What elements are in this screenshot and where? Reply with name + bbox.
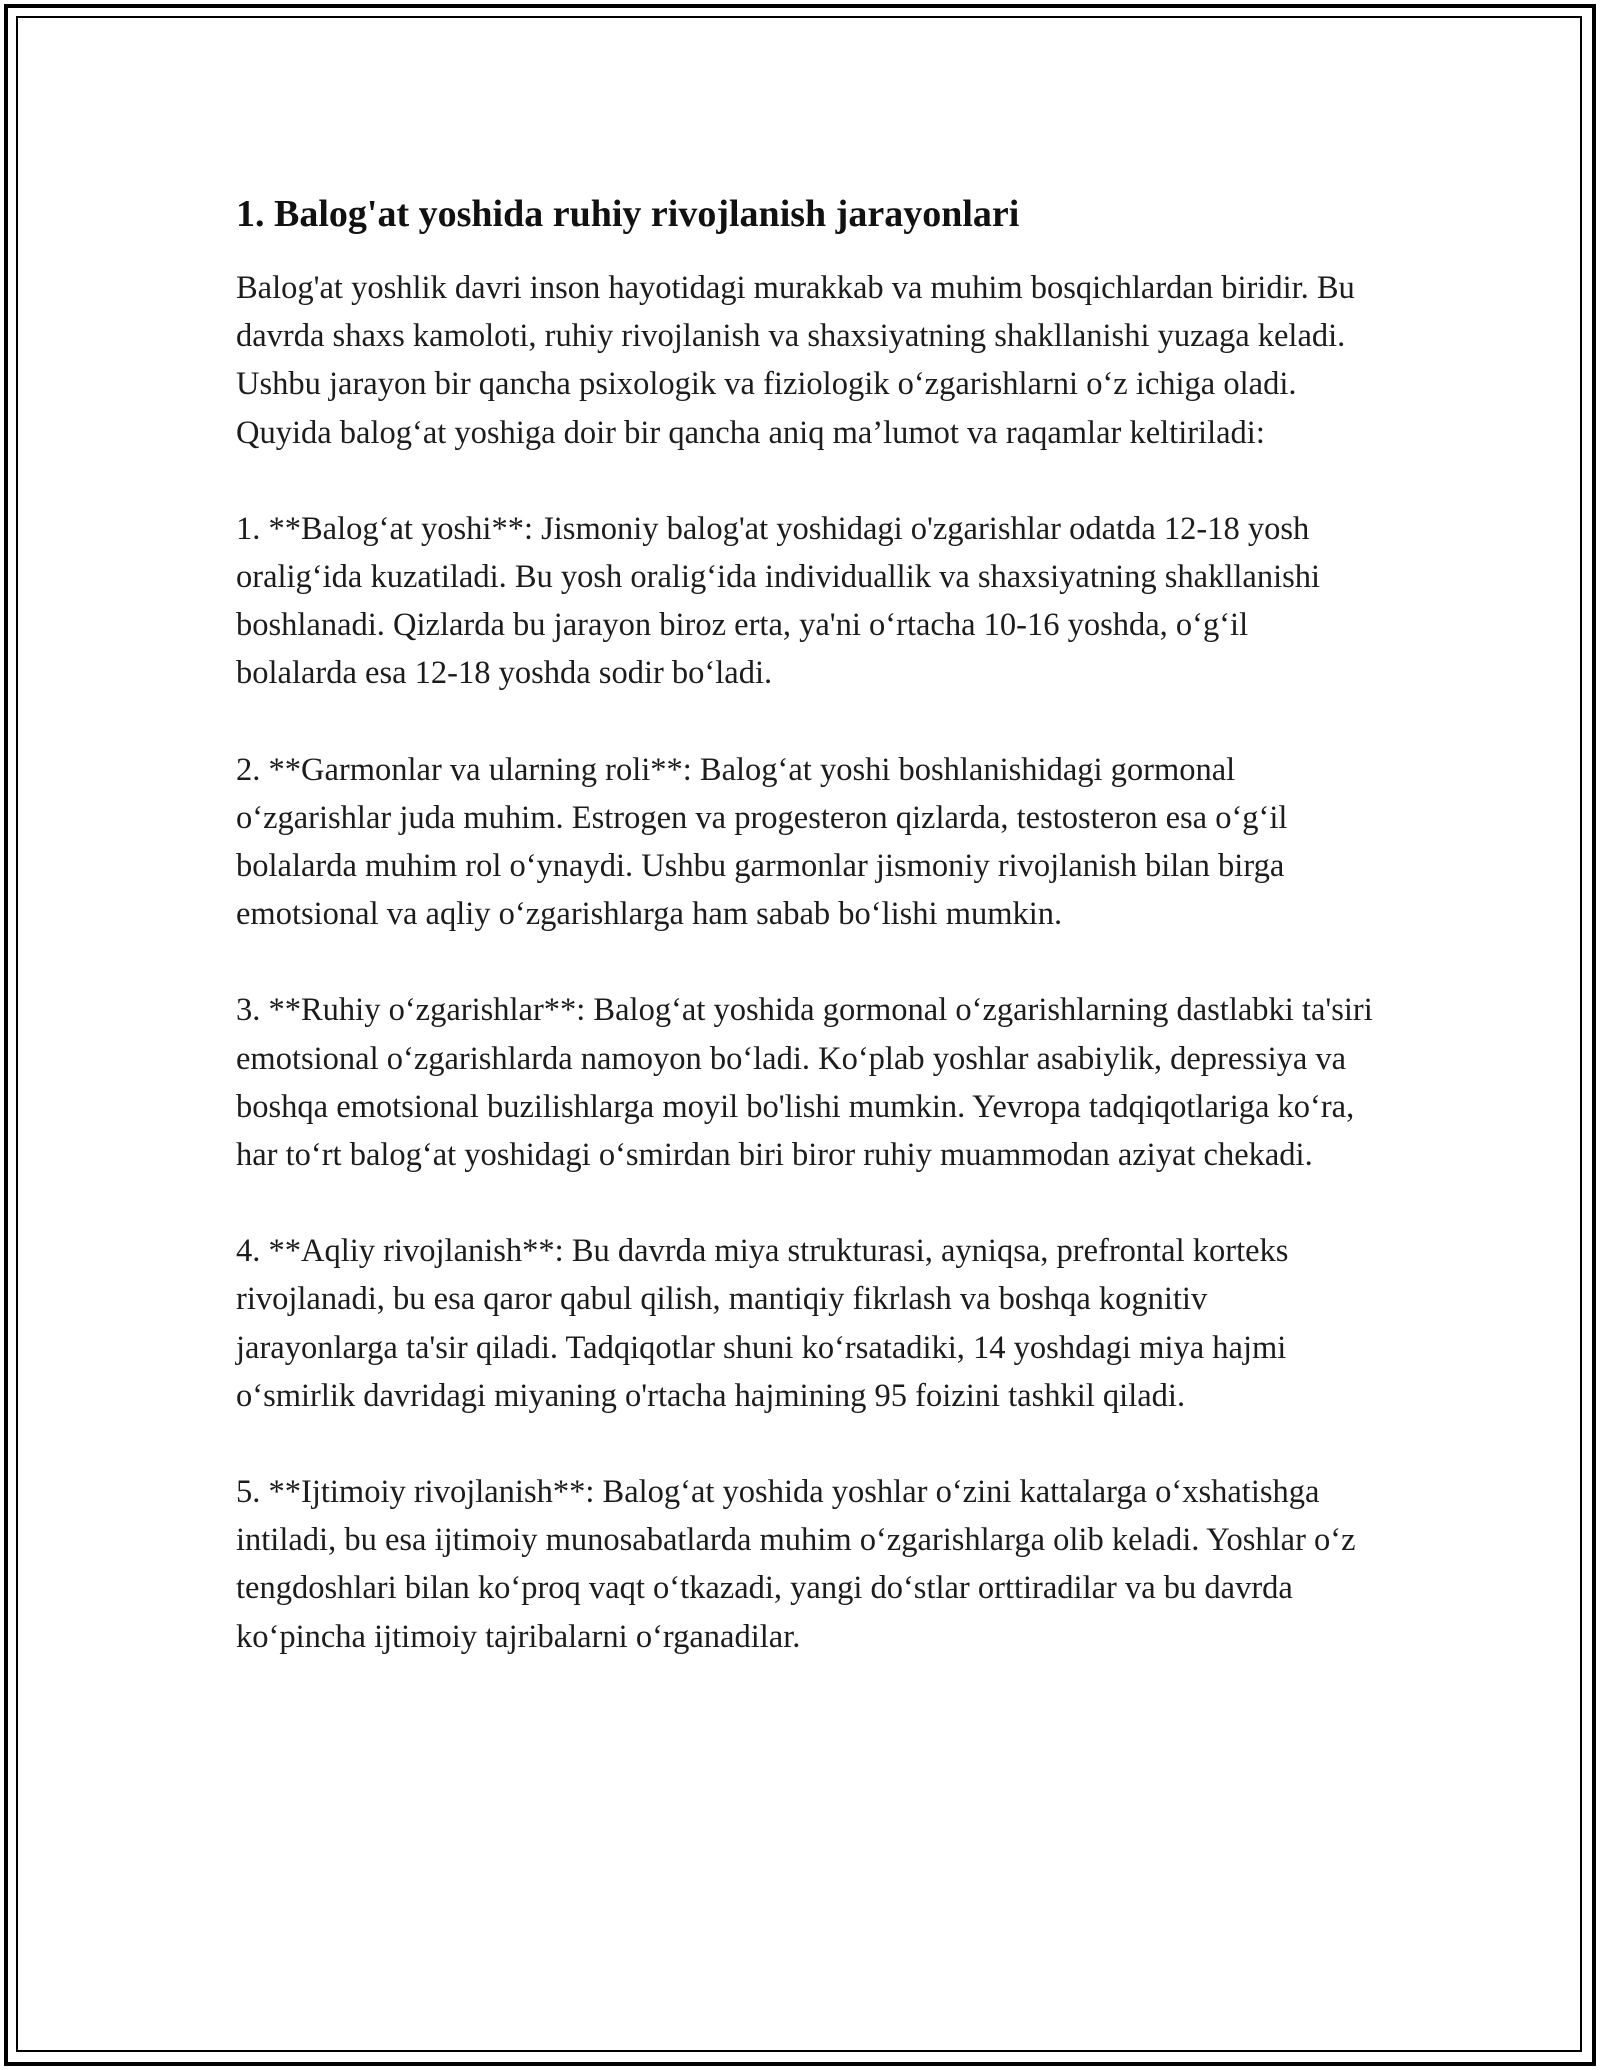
paragraph-mental-changes: 3. **Ruhiy o‘zgarishlar**: Balog‘at yoshida gormonal o‘zgarishlarning dastlabki ta'siri emotsional o‘zgarishlarda namoyon bo‘ladi. Ko‘plab yoshlar asabiylik, depressiya va boshqa emotsional buzilishlarga moyil bo'lishi mumkin. Yevropa tadqiqotlariga ko‘ra, har to‘rt balog‘at yoshidagi o‘smirdan biri biror ruhiy muammodan aziyat chekadi. (236, 992, 1373, 1174)
paragraph-puberty-age: 1. **Balog‘at yoshi**: Jismoniy balog'at yoshidagi o'zgarishlar odatda 12-18 yosh oralig‘ida kuzatiladi. Bu yosh oralig‘ida individuallik va shaxsiyatning shakllanishi boshlanadi. Qizlarda bu jarayon biroz erta, ya'ni o‘rtacha 10-16 yoshda, o‘g‘il bolalarda esa 12-18 yoshda sodir bo‘ladi. (236, 510, 1321, 692)
document-title: 1. Balog'at yoshida ruhiy rivojlanish jarayonlari (236, 193, 1020, 235)
paragraph-hormones: 2. **Garmonlar va ularning roli**: Balog‘at yoshi boshlanishidagi gormonal o‘zgarishlar juda muhim. Estrogen va progesteron qizlarda, testosteron esa o‘g‘il bolalarda muhim rol o‘ynaydi. Ushbu garmonlar jismoniy rivojlanish bilan birga emotsional va aqliy o‘zgarishlarga ham sabab bo‘lishi mumkin. (236, 751, 1288, 933)
document-body (236, 186, 1376, 1709)
paragraph-social-development: 5. **Ijtimoiy rivojlanish**: Balog‘at yoshida yoshlar o‘zini kattalarga o‘xshatishga intiladi, bu esa ijtimoiy munosabatlarda muhim o‘zgarishlarga olib keladi. Yoshlar o‘z tengdoshlari bilan ko‘proq vaqt o‘tkazadi, yangi do‘stlar orttiradilar va bu davrda ko‘pincha ijtimoiy tajribalarni o‘rganadilar. (236, 1474, 1356, 1655)
paragraph-cognitive-development: 4. **Aqliy rivojlanish**: Bu davrda miya strukturasi, ayniqsa, prefrontal korteks rivojlanadi, bu esa qaror qabul qilish, mantiqiy fikrlash va boshqa kognitiv jarayonlarga ta'sir qiladi. Tadqiqotlar shuni ko‘rsatadiki, 14 yoshdagi miya hajmi o‘smirlik davridagi miyaning o'rtacha hajmining 95 foizini tashkil qiladi. (236, 1233, 1289, 1414)
intro-paragraph: Balog'at yoshlik davri inson hayotidagi murakkab va muhim bosqichlardan biridir. Bu davrda shaxs kamoloti, ruhiy rivojlanish va shaxsiyatning shakllanishi yuzaga keladi. Ushbu jarayon bir qancha psixologik va fiziologik o‘zgarishlarni o‘z ichiga oladi. Quyida balog‘at yoshiga doir bir qancha aniq ma’lumot va raqamlar keltiriladi: (236, 270, 1355, 451)
